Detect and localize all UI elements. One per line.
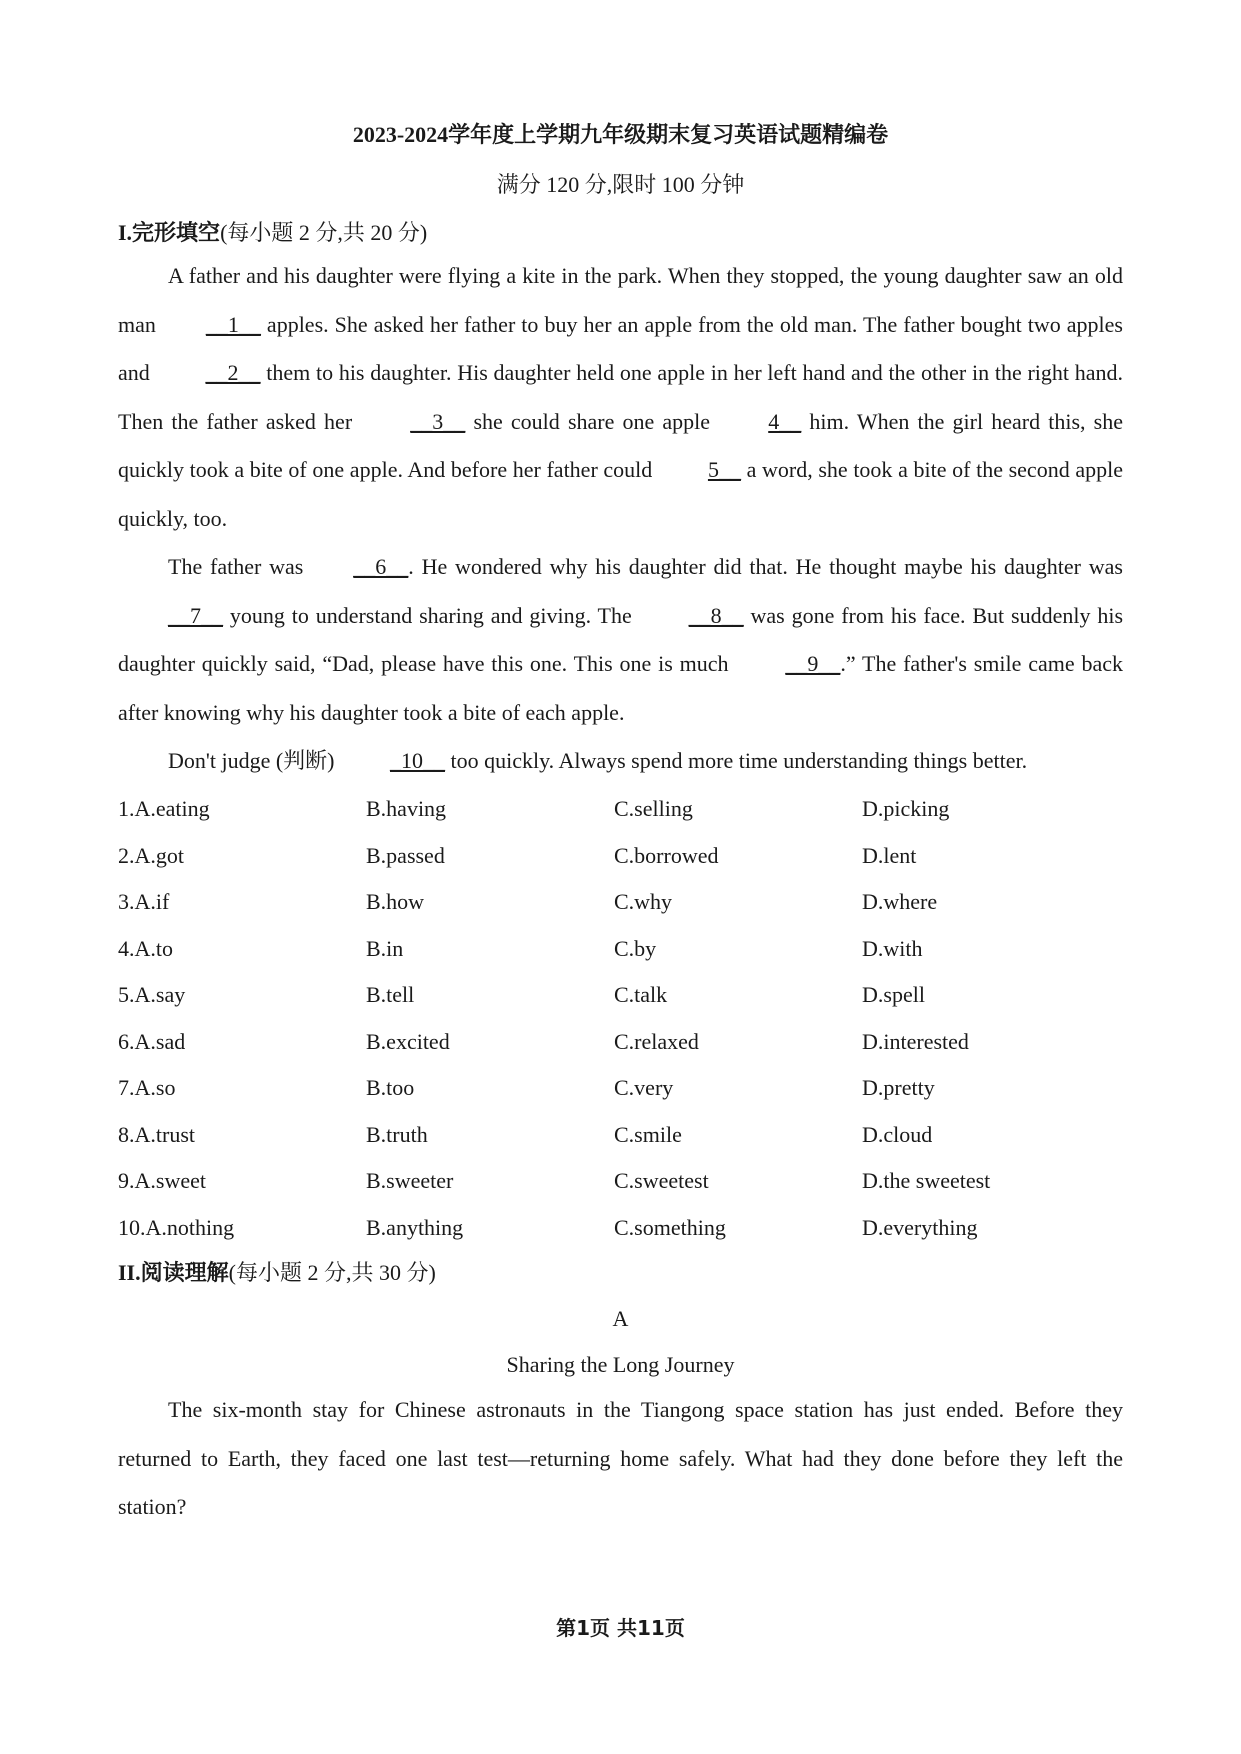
blank-4: 4__: [768, 408, 802, 434]
text-run: young to understand sharing and giving. The: [223, 602, 639, 628]
option-b: B.anything: [366, 1214, 464, 1240]
section-2-heading-bold: II.阅读理解: [118, 1260, 229, 1285]
option-b: B.too: [366, 1075, 415, 1101]
option-row: [118, 1112, 1123, 1159]
blank-3: __3__: [410, 408, 466, 434]
option-row: [118, 972, 1123, 1019]
option-b: B.how: [366, 889, 425, 915]
reading-part-label: A: [612, 1306, 629, 1331]
option-b: B.tell: [366, 982, 415, 1008]
option-c: C.why: [614, 889, 673, 915]
option-c: C.relaxed: [614, 1028, 699, 1054]
section-1-heading-rest: (每小题 2 分,共 20 分): [220, 220, 428, 245]
option-a: 2.A.got: [118, 842, 184, 868]
option-c: C.something: [614, 1214, 726, 1240]
option-d: D.everything: [862, 1214, 978, 1240]
option-a: 1.A.eating: [118, 796, 210, 822]
text-run: she could share one apple: [465, 408, 719, 434]
option-d: D.interested: [862, 1028, 969, 1054]
blank-9: __9__: [785, 651, 841, 676]
blank-6: __6__: [353, 554, 409, 579]
page-title: 2023-2024学年度上学期九年级期末复习英语试题精编卷: [352, 122, 889, 147]
option-row: [118, 833, 1123, 880]
reading-passage: [118, 1386, 1123, 1532]
option-c: C.talk: [614, 982, 668, 1008]
option-b: B.sweeter: [366, 1168, 454, 1194]
option-a: 10.A.nothing: [118, 1214, 235, 1240]
option-b: B.passed: [366, 842, 445, 868]
text-run: too quickly. Always spend more time understanding things better.: [445, 748, 1028, 773]
option-b: B.truth: [366, 1121, 428, 1147]
section-2-heading: [118, 1256, 436, 1287]
option-a: 6.A.sad: [118, 1028, 186, 1054]
blank-1: __1__: [205, 311, 261, 337]
option-c: C.very: [614, 1075, 674, 1101]
blank-5: 5__: [707, 457, 741, 482]
option-d: D.where: [862, 889, 938, 915]
option-d: D.spell: [862, 982, 925, 1008]
option-d: D.lent: [862, 842, 917, 868]
option-a: 4.A.to: [118, 935, 173, 961]
option-d: D.cloud: [862, 1121, 933, 1147]
option-c: C.smile: [614, 1121, 682, 1147]
cloze-paragraph-2: [118, 543, 1123, 737]
option-row: [118, 879, 1123, 926]
reading-passage-title: Sharing the Long Journey: [506, 1352, 735, 1377]
option-row: [118, 1205, 1123, 1252]
cloze-options: [118, 786, 1123, 1251]
cloze-paragraph-3: [118, 737, 1123, 786]
option-row: [118, 1158, 1123, 1205]
cloze-passage: [118, 252, 1123, 786]
page-footer: 第1页 共11页: [556, 1616, 685, 1640]
option-b: B.excited: [366, 1028, 450, 1054]
blank-8: __8__: [688, 602, 744, 628]
option-d: D.picking: [862, 796, 950, 822]
blank-7: __7__: [168, 602, 223, 628]
text-run: him. When the girl heard this, she quickly took a bite of one apple. And before her father could: [118, 408, 1123, 482]
section-2-heading-rest: (每小题 2 分,共 30 分): [228, 1260, 436, 1285]
text-run: was gone from his face. But suddenly his daughter quickly said, “Dad, please have this one. This one is much: [118, 602, 1124, 676]
text-run: A father and his daughter were flying a kite in the park. When they stopped, the young daughter saw an old man: [118, 263, 1123, 337]
option-row: [118, 786, 1123, 833]
option-row: [118, 1019, 1123, 1066]
section-1-heading: [118, 216, 427, 247]
text-run: a word, she took a bite of the second apple quickly, too.: [118, 457, 1123, 531]
option-row: [118, 1065, 1123, 1112]
option-a: 8.A.trust: [118, 1121, 195, 1147]
option-d: D.pretty: [862, 1075, 935, 1101]
text-run: them to his daughter. His daughter held one apple in her left hand and the other in the right hand. Then the father asked her: [118, 360, 1124, 434]
text-run: . He wondered why his daughter did that. He thought maybe his daughter was: [408, 554, 1123, 579]
option-c: C.by: [614, 935, 657, 961]
option-b: B.having: [366, 796, 447, 822]
option-row: [118, 926, 1123, 973]
option-a: 7.A.so: [118, 1075, 176, 1101]
option-d: D.with: [862, 935, 923, 961]
section-1-heading-bold: I.完形填空: [118, 220, 221, 245]
option-c: C.borrowed: [614, 842, 719, 868]
text-run: Don't judge (判断): [168, 748, 340, 773]
page-subtitle: 满分 120 分,限时 100 分钟: [496, 172, 745, 197]
option-a: 3.A.if: [118, 889, 170, 915]
cloze-paragraph-1: [118, 252, 1123, 543]
option-c: C.selling: [614, 796, 693, 822]
text-run: apples. She asked her father to buy her an apple from the old man. The father bought two apples and: [118, 311, 1123, 385]
blank-10: _10__: [390, 748, 445, 773]
option-c: C.sweetest: [614, 1168, 709, 1194]
option-b: B.in: [366, 935, 404, 961]
option-a: 9.A.sweet: [118, 1168, 206, 1194]
reading-paragraph-1: The six-month stay for Chinese astronauts in the Tiangong space station has just ended. Before they returned to Earth, they faced one last test—returning home safely. What had they done before they left the station?: [118, 1397, 1123, 1519]
option-a: 5.A.say: [118, 982, 186, 1008]
text-run: .” The father's smile came back after knowing why his daughter took a bite of each apple.: [118, 651, 1123, 725]
option-d: D.the sweetest: [862, 1168, 991, 1194]
text-run: The father was: [168, 554, 304, 579]
blank-2: __2__: [205, 360, 261, 385]
